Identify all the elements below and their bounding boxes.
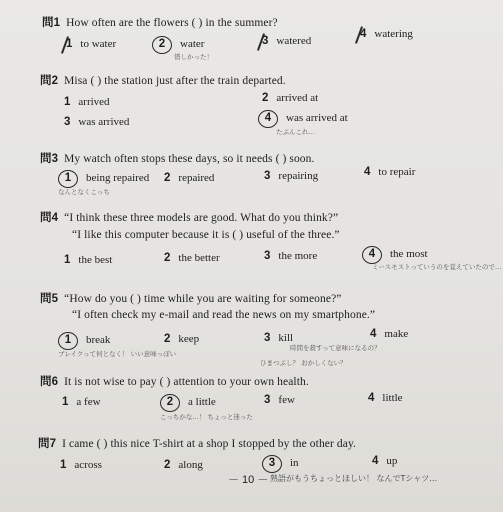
q6-option-3[interactable]: 3 few — [264, 394, 295, 406]
q1-option-1[interactable]: 1 to water — [66, 38, 117, 50]
handwritten-note-q1: 惜しかった！ — [174, 53, 213, 61]
question-5-text: 問5 “How do you ( ) time while you are waiting for someone?” — [40, 293, 342, 305]
handwritten-note-q4: ミースモストっていうのを覚えていたので… — [372, 263, 502, 271]
question-4-text: 問4 “I think these three models are good. What do you think?” — [40, 212, 339, 224]
q5-option-2[interactable]: 2 keep — [164, 333, 200, 345]
handwritten-note-q5-b: 時間を殺すって意味になるの？ — [290, 344, 381, 352]
q1-option-2[interactable]: 2 water — [152, 36, 204, 54]
q2-option-1[interactable]: 1 arrived — [64, 96, 110, 108]
q7-option-4[interactable]: 4 up — [372, 455, 398, 467]
handwritten-note-q3: なんとなくこっち — [58, 188, 110, 196]
question-3-text: 問3 My watch often stops these days, so it needs ( ) soon. — [40, 153, 315, 165]
q3-option-3[interactable]: 3 repairing — [264, 170, 319, 182]
question-4-text-2: “I like this computer because it is ( ) useful of the three.” — [72, 229, 340, 241]
page-number: － 10 － — [228, 474, 269, 486]
q4-option-1[interactable]: 1 the best — [64, 254, 113, 266]
q7-option-3[interactable]: 3 in — [262, 455, 299, 473]
q7-option-2[interactable]: 2 along — [164, 459, 203, 471]
q1-option-4[interactable]: 4 watering — [360, 28, 413, 40]
q6-option-2[interactable]: 2 a little — [160, 394, 216, 412]
handwritten-note-q2: たぶんこれ… — [276, 128, 315, 136]
question-7-text: 問7 I came ( ) this nice T-shirt at a shop I stopped by the other day. — [38, 438, 357, 450]
handwritten-note-q5-c: ひまつぶし？ おかしくない？ — [260, 359, 347, 367]
q5-option-3[interactable]: 3 kill — [264, 332, 294, 344]
question-2-text: 問2 Misa ( ) the station just after the train departed. — [40, 75, 286, 87]
q2-option-2[interactable]: 2 arrived at — [262, 92, 319, 104]
q4-option-2[interactable]: 2 the better — [164, 252, 220, 264]
question-6-text: 問6 It is not wise to pay ( ) attention to your own health. — [40, 376, 309, 388]
handwritten-note-q5-a: ブレイクって何となく！ いい意味っぽい — [58, 350, 177, 358]
handwritten-note-footer: 熟語がもうちょっとほしい！ なんでTシャツ… — [270, 474, 438, 483]
q5-option-4[interactable]: 4 make — [370, 328, 409, 340]
handwritten-note-q6: こっちかな…！ ちょっと迷った — [160, 413, 253, 421]
q2-option-3[interactable]: 3 was arrived — [64, 116, 130, 128]
q5-option-1[interactable]: 1 break — [58, 332, 110, 350]
q7-option-1[interactable]: 1 across — [60, 459, 102, 471]
q4-option-3[interactable]: 3 the more — [264, 250, 318, 262]
q3-option-1[interactable]: 1 being repaired — [58, 170, 149, 188]
q3-option-2[interactable]: 2 repaired — [164, 172, 215, 184]
q2-option-4[interactable]: 4 was arrived at — [258, 110, 348, 128]
q1-option-3[interactable]: 3 watered — [262, 35, 312, 47]
q3-option-4[interactable]: 4 to repair — [364, 166, 416, 178]
q4-option-4[interactable]: 4 the most — [362, 246, 428, 264]
q6-option-1[interactable]: 1 a few — [62, 396, 101, 408]
q6-option-4[interactable]: 4 little — [368, 392, 403, 404]
question-1-text: 問1 How often are the flowers ( ) in the summer? — [42, 17, 278, 29]
question-5-text-2: “I often check my e-mail and read the news on my smartphone.” — [72, 309, 376, 321]
